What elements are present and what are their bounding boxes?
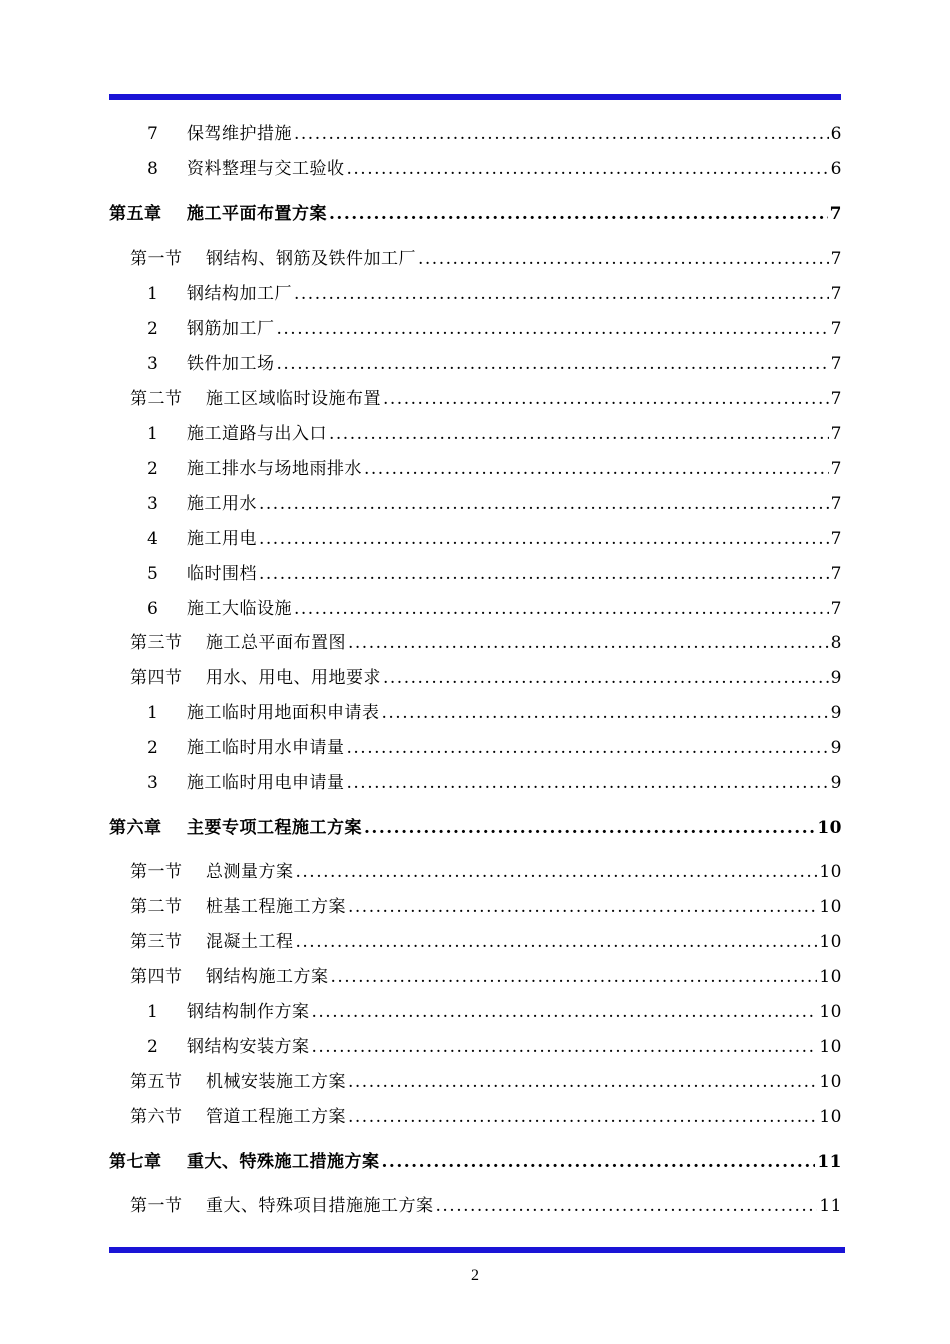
toc-entry-title: 重大、特殊施工措施方案: [187, 1152, 380, 1172]
toc-entry-title: 施工平面布置方案: [187, 204, 327, 224]
toc-entry-page: 6: [830, 124, 842, 144]
toc-entry-page: 10: [819, 1072, 842, 1092]
toc-entry-number: 第二节: [130, 897, 183, 917]
toc-entry-page: 10: [817, 818, 842, 838]
toc-entry-number: 1: [147, 1002, 159, 1022]
toc-entry-page: 7: [830, 424, 842, 444]
toc-entry-number: 2: [147, 319, 159, 339]
toc-entry-page: 9: [830, 773, 842, 793]
toc-entry-title: 重大、特殊项目措施施工方案: [206, 1196, 434, 1216]
header-rule: [109, 94, 841, 100]
toc-entry-title: 施工临时用电申请量: [187, 773, 345, 793]
toc-entry-page: 10: [819, 1002, 842, 1022]
toc-leader-dots: [329, 422, 829, 446]
toc-entry-number: 2: [147, 459, 159, 479]
toc-leader-dots: [383, 387, 829, 411]
toc-entry-chapter[interactable]: [109, 1150, 842, 1174]
toc-entry-title: 施工排水与场地雨排水: [187, 459, 362, 479]
toc-leader-dots: [329, 202, 828, 226]
toc-leader-dots: [364, 816, 815, 840]
toc-entry-number: 2: [147, 1037, 159, 1057]
toc-leader-dots: [259, 562, 829, 586]
toc-entry-title: 混凝土工程: [206, 932, 294, 952]
toc-leader-dots: [418, 247, 829, 271]
toc-entry-title: 管道工程施工方案: [206, 1107, 346, 1127]
toc-entry-page: 7: [830, 564, 842, 584]
toc-entry-title: 机械安装施工方案: [206, 1072, 346, 1092]
toc-entry-number: 第六章: [109, 818, 162, 838]
toc-entry-number: 1: [147, 424, 159, 444]
toc-entry-number: 3: [147, 354, 159, 374]
toc-entry-page: 10: [819, 1107, 842, 1127]
toc-leader-dots: [382, 701, 829, 725]
toc-entry-number: 6: [147, 599, 159, 619]
toc-entry-item[interactable]: [147, 317, 842, 341]
toc-entry-title: 钢结构、钢筋及铁件加工厂: [206, 249, 416, 269]
toc-entry-title: 施工总平面布置图: [206, 633, 346, 653]
toc-entry-item[interactable]: [147, 701, 842, 725]
toc-entry-title: 钢筋加工厂: [187, 319, 275, 339]
toc-entry-title: 施工用电: [187, 529, 257, 549]
toc-leader-dots: [331, 965, 818, 989]
toc-entry-title: 钢结构安装方案: [187, 1037, 310, 1057]
toc-entry-section[interactable]: [130, 1105, 842, 1129]
toc-entry-page: 7: [830, 459, 842, 479]
toc-leader-dots: [364, 457, 829, 481]
toc-leader-dots: [277, 352, 829, 376]
toc-entry-page: 7: [830, 389, 842, 409]
toc-entry-title: 施工大临设施: [187, 599, 292, 619]
toc-entry-number: 第七章: [109, 1152, 162, 1172]
toc-entry-page: 7: [830, 354, 842, 374]
toc-entry-number: 第五章: [109, 204, 162, 224]
toc-entry-section[interactable]: [130, 1070, 842, 1094]
toc-entry-number: 4: [147, 529, 159, 549]
toc-entry-number: 第一节: [130, 249, 183, 269]
toc-leader-dots: [259, 527, 829, 551]
toc-entry-item[interactable]: [147, 457, 842, 481]
toc-leader-dots: [312, 1000, 818, 1024]
toc-entry-section[interactable]: [130, 666, 842, 690]
toc-entry-number: 第二节: [130, 389, 183, 409]
toc-entry-section[interactable]: [130, 387, 842, 411]
toc-leader-dots: [296, 930, 818, 954]
toc-entry-title: 钢结构施工方案: [206, 967, 329, 987]
toc-entry-item[interactable]: [147, 771, 842, 795]
footer-rule: [109, 1247, 845, 1253]
toc-entry-number: 第三节: [130, 932, 183, 952]
toc-leader-dots: [348, 631, 829, 655]
toc-entry-page: 7: [830, 319, 842, 339]
toc-entry-item[interactable]: [147, 352, 842, 376]
toc-entry-title: 保驾维护措施: [187, 124, 292, 144]
toc-entry-number: 第一节: [130, 1196, 183, 1216]
toc-entry-title: 施工用水: [187, 494, 257, 514]
toc-leader-dots: [348, 895, 817, 919]
toc-entry-number: 3: [147, 494, 159, 514]
toc-leader-dots: [277, 317, 829, 341]
toc-entry-item[interactable]: [147, 157, 842, 181]
toc-entry-item[interactable]: [147, 1035, 842, 1059]
toc-leader-dots: [296, 860, 818, 884]
toc-leader-dots: [436, 1194, 818, 1218]
toc-entry-page: 10: [819, 967, 842, 987]
toc-entry-title: 施工临时用地面积申请表: [187, 703, 380, 723]
toc-entry-item[interactable]: [147, 282, 842, 306]
toc-entry-page: 11: [817, 1152, 842, 1172]
toc-leader-dots: [383, 666, 829, 690]
toc-entry-title: 施工区域临时设施布置: [206, 389, 381, 409]
toc-entry-number: 2: [147, 738, 159, 758]
toc-entry-page: 7: [830, 494, 842, 514]
toc-leader-dots: [294, 282, 829, 306]
toc-entry-number: 1: [147, 703, 159, 723]
toc-entry-number: 7: [147, 124, 159, 144]
toc-entry-section[interactable]: [130, 930, 842, 954]
toc-entry-section[interactable]: [130, 631, 842, 655]
toc-entry-item[interactable]: [147, 597, 842, 621]
toc-entry-page: 9: [830, 703, 842, 723]
toc-entry-page: 7: [830, 249, 842, 269]
toc-entry-page: 10: [819, 897, 842, 917]
toc-entry-number: 第五节: [130, 1072, 183, 1092]
toc-entry-number: 8: [147, 159, 159, 179]
toc-entry-item[interactable]: [147, 1000, 842, 1024]
toc-entry-title: 施工临时用水申请量: [187, 738, 345, 758]
toc-entry-page: 7: [830, 599, 842, 619]
toc-leader-dots: [347, 771, 829, 795]
toc-entry-item[interactable]: [147, 492, 842, 516]
toc-entry-title: 用水、用电、用地要求: [206, 668, 381, 688]
toc-entry-title: 临时围档: [187, 564, 257, 584]
toc-entry-page: 9: [830, 738, 842, 758]
toc-entry-title: 钢结构加工厂: [187, 284, 292, 304]
toc-entry-page: 10: [819, 1037, 842, 1057]
toc-entry-chapter[interactable]: [109, 816, 842, 840]
toc-entry-page: 6: [830, 159, 842, 179]
toc-entry-number: 1: [147, 284, 159, 304]
toc-entry-item[interactable]: [147, 527, 842, 551]
toc-entry-number: 第三节: [130, 633, 183, 653]
toc-leader-dots: [312, 1035, 818, 1059]
toc-entry-number: 第四节: [130, 967, 183, 987]
toc-leader-dots: [347, 736, 829, 760]
page-number: 2: [471, 1267, 479, 1284]
toc-entry-title: 主要专项工程施工方案: [187, 818, 362, 838]
toc-entry-page: 9: [830, 668, 842, 688]
toc-entry-chapter[interactable]: [109, 202, 842, 226]
toc-entry-title: 桩基工程施工方案: [206, 897, 346, 917]
toc-entry-section[interactable]: [130, 965, 842, 989]
toc-leader-dots: [382, 1150, 816, 1174]
toc-leader-dots: [294, 122, 829, 146]
toc-entry-page: 7: [830, 284, 842, 304]
toc-entry-page: 11: [819, 1196, 842, 1216]
toc-leader-dots: [347, 157, 829, 181]
toc-entry-item[interactable]: [147, 422, 842, 446]
toc-entry-number: 第四节: [130, 668, 183, 688]
toc-entry-title: 资料整理与交工验收: [187, 159, 345, 179]
toc-entry-number: 第一节: [130, 862, 183, 882]
toc-entry-number: 第六节: [130, 1107, 183, 1127]
toc-leader-dots: [348, 1105, 817, 1129]
toc-entry-title: 总测量方案: [206, 862, 294, 882]
toc-leader-dots: [348, 1070, 817, 1094]
toc-entry-page: 10: [819, 932, 842, 952]
toc-entry-item[interactable]: [147, 562, 842, 586]
toc-entry-title: 钢结构制作方案: [187, 1002, 310, 1022]
toc-entry-item[interactable]: [147, 122, 842, 146]
toc-entry-section[interactable]: [130, 247, 842, 271]
toc-entry-section[interactable]: [130, 1194, 842, 1218]
toc-entry-number: 3: [147, 773, 159, 793]
toc-entry-title: 铁件加工场: [187, 354, 275, 374]
toc-entry-number: 5: [147, 564, 159, 584]
toc-entry-item[interactable]: [147, 736, 842, 760]
toc-entry-page: 10: [819, 862, 842, 882]
toc-entry-page: 7: [829, 204, 842, 224]
toc-entry-title: 施工道路与出入口: [187, 424, 327, 444]
toc-leader-dots: [259, 492, 829, 516]
toc-entry-page: 7: [830, 529, 842, 549]
toc-entry-page: 8: [830, 633, 842, 653]
toc-entry-section[interactable]: [130, 895, 842, 919]
toc-leader-dots: [294, 597, 829, 621]
toc-entry-section[interactable]: [130, 860, 842, 884]
